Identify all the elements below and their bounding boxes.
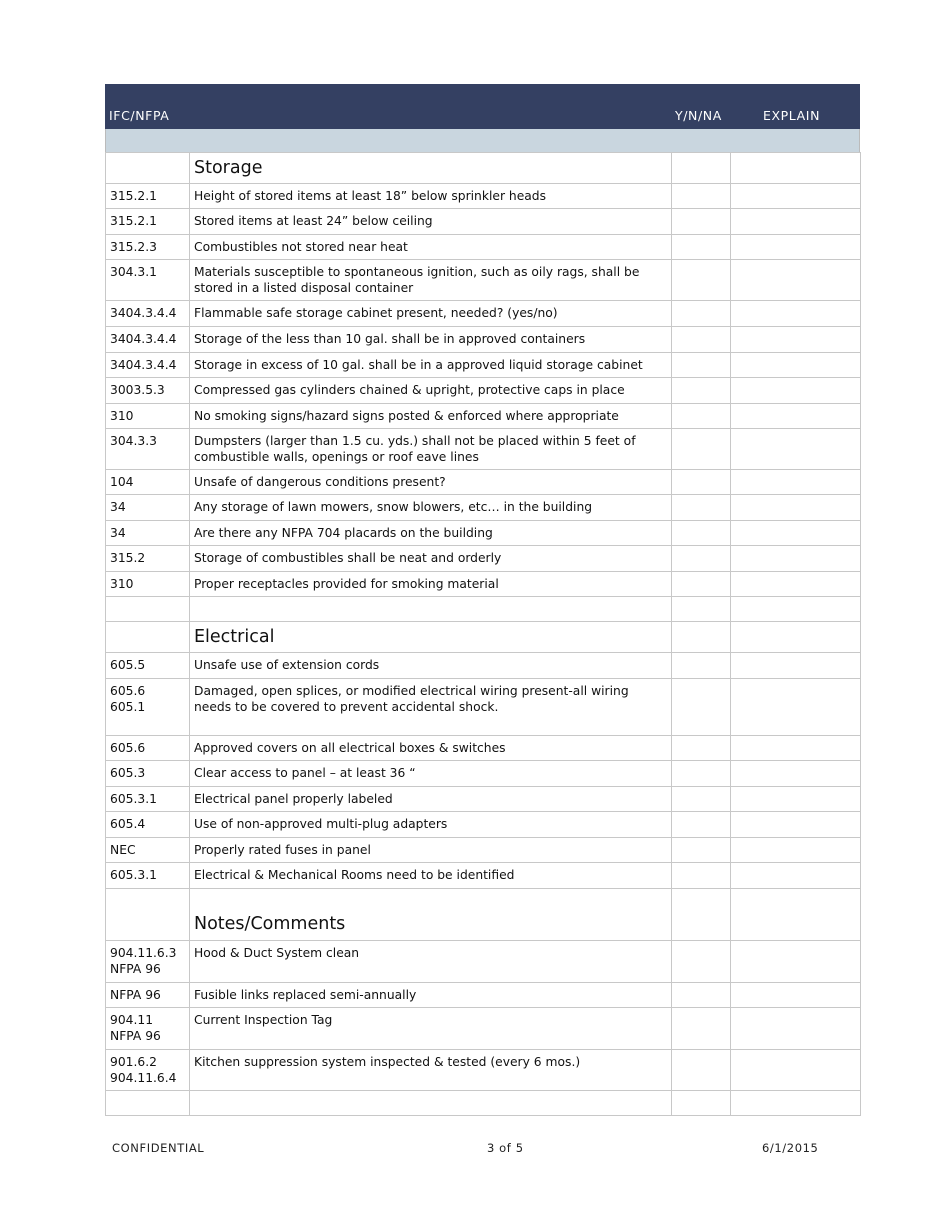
description-cell (190, 653, 672, 679)
table-row (106, 653, 861, 679)
description-cell (190, 495, 672, 521)
description-cell (190, 260, 672, 301)
table-row (106, 572, 861, 597)
code-text: 605.3 (110, 766, 146, 780)
table-row (106, 327, 861, 353)
code-text: 310 (110, 577, 134, 591)
description-cell (190, 941, 672, 983)
explain-cell[interactable] (731, 1008, 861, 1050)
yn-cell[interactable] (672, 184, 731, 209)
yn-cell[interactable] (672, 495, 731, 521)
description-cell (190, 235, 672, 260)
explain-cell[interactable] (731, 470, 861, 495)
code-text (110, 622, 185, 626)
explain-cell[interactable] (731, 209, 861, 235)
explain-cell[interactable] (731, 429, 861, 470)
code-text (110, 597, 185, 601)
yn-cell[interactable] (672, 327, 731, 353)
code-text: 605.5 (110, 658, 146, 672)
inspection-checklist (105, 84, 860, 1116)
yn-cell[interactable] (672, 572, 731, 597)
yn-cell[interactable] (672, 209, 731, 235)
explain-cell[interactable] (731, 863, 861, 889)
explain-cell[interactable] (731, 327, 861, 353)
table-row (106, 1008, 861, 1050)
explain-cell[interactable] (731, 1091, 861, 1116)
code-cell (106, 1008, 190, 1050)
yn-cell[interactable] (672, 404, 731, 429)
explain-cell[interactable] (731, 838, 861, 863)
description-cell (190, 812, 672, 838)
code-cell (106, 1050, 190, 1091)
section-title: Notes/Comments (194, 914, 346, 934)
table-row (106, 404, 861, 429)
description-text: Use of non-approved multi-plug adapters (194, 817, 448, 831)
description-cell (190, 736, 672, 761)
code-text (110, 889, 185, 893)
yn-cell[interactable] (672, 1008, 731, 1050)
description-text: Current Inspection Tag (194, 1013, 333, 1027)
code-text: 904.11 NFPA 96 (110, 1013, 161, 1043)
table-row (106, 353, 861, 378)
table-row (106, 761, 861, 787)
description-cell (190, 597, 672, 622)
section-title: Storage (194, 158, 263, 178)
description-cell (190, 761, 672, 787)
table-row (106, 1050, 861, 1091)
section-title-cell (190, 889, 672, 941)
table-row (106, 983, 861, 1008)
description-cell (190, 838, 672, 863)
table-row (106, 495, 861, 521)
code-cell (106, 301, 190, 327)
code-text: 315.2.1 (110, 189, 157, 203)
code-text: 315.2.3 (110, 240, 157, 254)
description-text (194, 597, 667, 601)
explain-cell[interactable] (731, 184, 861, 209)
table-row (106, 863, 861, 889)
code-cell (106, 546, 190, 572)
table-row (106, 546, 861, 572)
column-header-yn: Y/N/NA (675, 108, 722, 123)
table-row (106, 429, 861, 470)
section-title-cell (190, 622, 672, 653)
code-text (110, 1091, 185, 1095)
code-text: 901.6.2 904.11.6.4 (110, 1055, 177, 1085)
table-row (106, 470, 861, 495)
table-header (105, 84, 860, 129)
table-row (106, 184, 861, 209)
yn-cell[interactable] (672, 983, 731, 1008)
code-cell (106, 1091, 190, 1116)
description-text: Any storage of lawn mowers, snow blowers, etc… in the building (194, 500, 593, 514)
section-title: Electrical (194, 627, 275, 647)
explain-cell[interactable] (731, 597, 861, 622)
explain-cell[interactable] (731, 495, 861, 521)
yn-cell[interactable] (672, 546, 731, 572)
description-cell (190, 521, 672, 546)
description-cell (190, 983, 672, 1008)
yn-cell[interactable] (672, 863, 731, 889)
yn-cell[interactable] (672, 378, 731, 404)
code-text: NEC (110, 843, 136, 857)
description-text: Storage of combustibles shall be neat and orderly (194, 551, 502, 565)
yn-cell[interactable] (672, 622, 731, 653)
code-cell (106, 787, 190, 812)
explain-cell[interactable] (731, 404, 861, 429)
code-cell (106, 378, 190, 404)
section-row (106, 889, 861, 941)
column-header-code: IFC/NFPA (109, 108, 170, 123)
description-cell (190, 470, 672, 495)
explain-cell[interactable] (731, 1050, 861, 1091)
yn-cell[interactable] (672, 260, 731, 301)
code-text: 605.6 (110, 741, 146, 755)
header-band (105, 129, 860, 152)
code-cell (106, 495, 190, 521)
description-cell (190, 327, 672, 353)
description-text: Unsafe use of extension cords (194, 658, 380, 672)
code-cell (106, 209, 190, 235)
table-row (106, 812, 861, 838)
yn-cell[interactable] (672, 889, 731, 941)
explain-cell[interactable] (731, 378, 861, 404)
code-cell (106, 429, 190, 470)
column-header-explain: EXPLAIN (763, 108, 821, 123)
code-cell (106, 597, 190, 622)
description-cell (190, 353, 672, 378)
description-cell (190, 679, 672, 736)
explain-cell[interactable] (731, 546, 861, 572)
yn-cell[interactable] (672, 353, 731, 378)
table-row (106, 736, 861, 761)
yn-cell[interactable] (672, 597, 731, 622)
code-cell (106, 327, 190, 353)
code-cell (106, 572, 190, 597)
description-text: Height of stored items at least 18” below sprinkler heads (194, 189, 547, 203)
explain-cell[interactable] (731, 521, 861, 546)
code-cell (106, 941, 190, 983)
description-text: Combustibles not stored near heat (194, 240, 408, 254)
table-row (106, 235, 861, 260)
code-cell (106, 153, 190, 184)
table-row (106, 209, 861, 235)
code-text: 315.2 (110, 551, 146, 565)
code-cell (106, 736, 190, 761)
code-text: 304.3.1 (110, 265, 157, 279)
description-cell (190, 546, 672, 572)
footer-date: 6/1/2015 (762, 1141, 819, 1155)
description-cell (190, 184, 672, 209)
description-text: Unsafe of dangerous conditions present? (194, 475, 446, 489)
yn-cell[interactable] (672, 812, 731, 838)
description-text: Storage in excess of 10 gal. shall be in a approved liquid storage cabinet (194, 358, 643, 372)
code-cell (106, 889, 190, 941)
code-text: NFPA 96 (110, 988, 161, 1002)
footer-page-number: 3 of 5 (487, 1141, 524, 1155)
code-cell (106, 812, 190, 838)
table-row (106, 941, 861, 983)
explain-cell[interactable] (731, 679, 861, 736)
description-text: No smoking signs/hazard signs posted & enforced where appropriate (194, 409, 619, 423)
yn-cell[interactable] (672, 787, 731, 812)
code-cell (106, 353, 190, 378)
description-cell (190, 378, 672, 404)
explain-cell[interactable] (731, 260, 861, 301)
code-text: 904.11.6.3 NFPA 96 (110, 946, 177, 976)
explain-cell[interactable] (731, 983, 861, 1008)
table-row (106, 521, 861, 546)
yn-cell[interactable] (672, 1091, 731, 1116)
table-row (106, 787, 861, 812)
code-text: 605.3.1 (110, 868, 157, 882)
yn-cell[interactable] (672, 653, 731, 679)
code-cell (106, 622, 190, 653)
code-cell (106, 863, 190, 889)
description-cell (190, 572, 672, 597)
code-cell (106, 260, 190, 301)
explain-cell[interactable] (731, 622, 861, 653)
explain-cell[interactable] (731, 787, 861, 812)
table-row (106, 838, 861, 863)
code-cell (106, 838, 190, 863)
footer-confidential: CONFIDENTIAL (112, 1141, 205, 1155)
code-cell (106, 983, 190, 1008)
yn-cell[interactable] (672, 153, 731, 184)
description-text: Proper receptacles provided for smoking material (194, 577, 499, 591)
yn-cell[interactable] (672, 941, 731, 983)
code-cell (106, 404, 190, 429)
code-text: 605.6 605.1 (110, 684, 146, 714)
description-text: Electrical panel properly labeled (194, 792, 393, 806)
code-text (110, 153, 185, 157)
description-text (194, 1091, 667, 1095)
description-text: Are there any NFPA 704 placards on the building (194, 526, 493, 540)
yn-cell[interactable] (672, 301, 731, 327)
yn-cell[interactable] (672, 761, 731, 787)
explain-cell[interactable] (731, 736, 861, 761)
explain-cell[interactable] (731, 941, 861, 983)
description-text: Electrical & Mechanical Rooms need to be identified (194, 868, 515, 882)
code-cell (106, 521, 190, 546)
description-text: Fusible links replaced semi-annually (194, 988, 417, 1002)
description-text: Stored items at least 24” below ceiling (194, 214, 433, 228)
yn-cell[interactable] (672, 838, 731, 863)
section-row (106, 153, 861, 184)
code-text: 310 (110, 409, 134, 423)
description-text: Materials susceptible to spontaneous ignition, such as oily rags, shall be stored in a listed disposal container (194, 265, 640, 295)
description-cell (190, 863, 672, 889)
section-row (106, 622, 861, 653)
yn-cell[interactable] (672, 1050, 731, 1091)
section-title-cell (190, 153, 672, 184)
code-text: 3003.5.3 (110, 383, 165, 397)
yn-cell[interactable] (672, 429, 731, 470)
explain-cell[interactable] (731, 153, 861, 184)
code-cell (106, 761, 190, 787)
description-cell (190, 404, 672, 429)
code-text: 34 (110, 526, 126, 540)
explain-cell[interactable] (731, 301, 861, 327)
code-cell (106, 235, 190, 260)
description-text: Flammable safe storage cabinet present, needed? (yes/no) (194, 306, 558, 320)
explain-cell[interactable] (731, 353, 861, 378)
explain-cell[interactable] (731, 761, 861, 787)
yn-cell[interactable] (672, 235, 731, 260)
code-text: 605.3.1 (110, 792, 157, 806)
explain-cell[interactable] (731, 572, 861, 597)
table-row (106, 597, 861, 622)
yn-cell[interactable] (672, 521, 731, 546)
code-text: 104 (110, 475, 134, 489)
code-cell (106, 470, 190, 495)
description-text: Approved covers on all electrical boxes & switches (194, 741, 506, 755)
explain-cell[interactable] (731, 812, 861, 838)
description-text: Clear access to panel – at least 36 “ (194, 766, 416, 780)
table-row (106, 378, 861, 404)
table-row (106, 260, 861, 301)
yn-cell[interactable] (672, 736, 731, 761)
checklist-table (105, 152, 861, 1116)
code-cell (106, 679, 190, 736)
description-cell (190, 1050, 672, 1091)
code-text: 34 (110, 500, 126, 514)
description-cell (190, 1091, 672, 1116)
code-cell (106, 653, 190, 679)
description-cell (190, 209, 672, 235)
code-text: 304.3.3 (110, 434, 157, 448)
description-cell (190, 787, 672, 812)
description-text: Dumpsters (larger than 1.5 cu. yds.) shall not be placed within 5 feet of combustible walls, openings or roof eave lines (194, 434, 636, 464)
code-text: 605.4 (110, 817, 146, 831)
table-row (106, 301, 861, 327)
description-text: Hood & Duct System clean (194, 946, 360, 960)
explain-cell[interactable] (731, 889, 861, 941)
table-row (106, 679, 861, 736)
description-text: Damaged, open splices, or modified electrical wiring present-all wiring needs to be covered to prevent accidental shock. (194, 684, 629, 714)
code-text: 3404.3.4.4 (110, 358, 177, 372)
description-cell (190, 429, 672, 470)
table-row (106, 1091, 861, 1116)
description-text: Compressed gas cylinders chained & upright, protective caps in place (194, 383, 625, 397)
description-text: Storage of the less than 10 gal. shall be in approved containers (194, 332, 586, 346)
code-text: 3404.3.4.4 (110, 306, 177, 320)
yn-cell[interactable] (672, 470, 731, 495)
code-text: 3404.3.4.4 (110, 332, 177, 346)
description-text: Kitchen suppression system inspected & tested (every 6 mos.) (194, 1055, 581, 1069)
code-cell (106, 184, 190, 209)
explain-cell[interactable] (731, 235, 861, 260)
description-cell (190, 1008, 672, 1050)
code-text: 315.2.1 (110, 214, 157, 228)
explain-cell[interactable] (731, 653, 861, 679)
yn-cell[interactable] (672, 679, 731, 736)
description-text: Properly rated fuses in panel (194, 843, 371, 857)
description-cell (190, 301, 672, 327)
